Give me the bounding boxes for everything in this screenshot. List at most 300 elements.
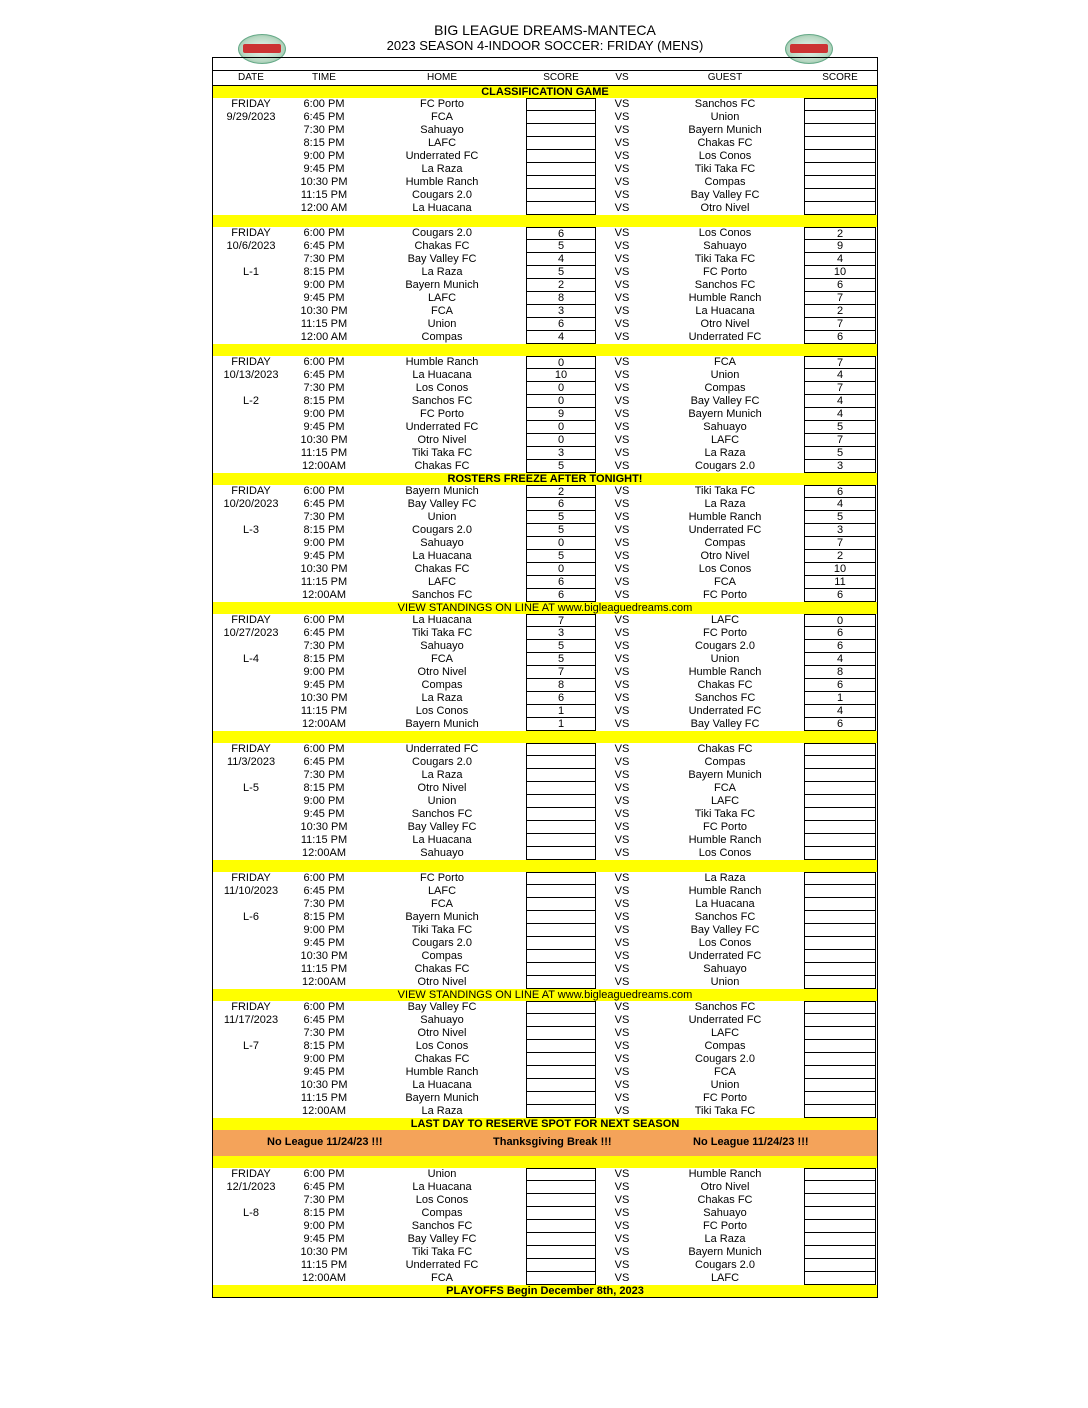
vs-label: VS <box>614 692 630 704</box>
yellow-separator <box>213 731 877 743</box>
home-score <box>526 950 596 963</box>
game-row <box>213 692 877 705</box>
home-score: 0 <box>526 421 596 434</box>
guest-score: 2 <box>804 227 876 240</box>
home-team: LAFC <box>427 137 457 149</box>
game-row <box>213 176 877 189</box>
guest-score <box>804 950 876 963</box>
home-score <box>526 1001 596 1014</box>
guest-team: Otro Nivel <box>700 318 750 330</box>
home-team: Chakas FC <box>414 1053 470 1065</box>
home-team: FCA <box>431 305 453 317</box>
guest-team: Sahuayo <box>703 1207 747 1219</box>
home-score <box>526 1079 596 1092</box>
home-team: Underrated FC <box>405 743 479 755</box>
guest-team: Compas <box>704 537 746 549</box>
guest-score <box>804 1014 876 1027</box>
guest-score <box>804 1246 876 1259</box>
game-time: 9:00 PM <box>303 1220 345 1232</box>
guest-score: 5 <box>804 421 876 434</box>
game-row <box>213 898 877 911</box>
vs-label: VS <box>614 924 630 936</box>
vs-label: VS <box>614 266 630 278</box>
vs-label: VS <box>614 331 630 343</box>
guest-score <box>804 1259 876 1272</box>
home-score <box>526 756 596 769</box>
home-score <box>526 1105 596 1118</box>
guest-team: Bayern Munich <box>688 124 762 136</box>
game-row <box>213 550 877 563</box>
guest-team: La Raza <box>704 872 746 884</box>
rosters-freeze-banner: ROSTERS FREEZE AFTER TONIGHT! <box>213 473 877 485</box>
game-row <box>213 485 877 498</box>
home-team: Bayern Munich <box>405 718 479 730</box>
week-label: L-7 <box>243 1040 259 1052</box>
game-time: 6:00 PM <box>303 485 345 497</box>
vs-label: VS <box>614 305 630 317</box>
guest-score: 5 <box>804 447 876 460</box>
week-date: 11/17/2023 <box>223 1014 279 1026</box>
page-subtitle: 2023 SEASON 4-INDOOR SOCCER: FRIDAY (MENS) <box>386 38 704 53</box>
vs-label: VS <box>614 1053 630 1065</box>
guest-score <box>804 756 876 769</box>
classification-banner: CLASSIFICATION GAME <box>213 86 877 98</box>
home-team: Sanchos FC <box>411 395 473 407</box>
game-time: 7:30 PM <box>303 640 345 652</box>
home-team: Sanchos FC <box>411 589 473 601</box>
guest-team: Sahuayo <box>703 963 747 975</box>
guest-score <box>804 808 876 821</box>
home-score: 4 <box>526 331 596 344</box>
vs-label: VS <box>614 1105 630 1117</box>
game-row <box>213 524 877 537</box>
game-time: 9:00 PM <box>303 1053 345 1065</box>
guest-team: Bay Valley FC <box>690 718 760 730</box>
game-time: 9:45 PM <box>303 1066 345 1078</box>
game-row <box>213 124 877 137</box>
game-row <box>213 395 877 408</box>
vs-label: VS <box>614 382 630 394</box>
guest-score: 6 <box>804 485 876 498</box>
guest-score <box>804 1220 876 1233</box>
game-row <box>213 872 877 885</box>
vs-label: VS <box>614 511 630 523</box>
guest-team: La Raza <box>704 447 746 459</box>
home-score: 5 <box>526 266 596 279</box>
home-score: 5 <box>526 524 596 537</box>
home-team: LAFC <box>427 576 457 588</box>
home-team: Bayern Munich <box>405 911 479 923</box>
home-score <box>526 976 596 989</box>
game-time: 8:15 PM <box>303 137 345 149</box>
game-row <box>213 950 877 963</box>
home-score: 6 <box>526 589 596 602</box>
game-row <box>213 227 877 240</box>
home-score: 5 <box>526 460 596 473</box>
guest-score <box>804 924 876 937</box>
home-score: 1 <box>526 705 596 718</box>
home-team: Los Conos <box>415 705 469 717</box>
game-row <box>213 498 877 511</box>
game-time: 8:15 PM <box>303 911 345 923</box>
header-vs: VS <box>615 72 629 83</box>
vs-label: VS <box>614 885 630 897</box>
week-date: 10/6/2023 <box>226 240 276 252</box>
game-row <box>213 150 877 163</box>
home-team: Sahuayo <box>420 1014 464 1026</box>
game-time: 9:00 PM <box>303 408 345 420</box>
guest-team: Bay Valley FC <box>690 924 760 936</box>
no-league-left: No League 11/24/23 !!! <box>267 1136 383 1148</box>
vs-label: VS <box>614 950 630 962</box>
home-team: Los Conos <box>415 1040 469 1052</box>
home-score <box>526 1014 596 1027</box>
guest-team: Chakas FC <box>697 1194 753 1206</box>
game-row <box>213 537 877 550</box>
reserve-spot-banner: LAST DAY TO RESERVE SPOT FOR NEXT SEASON <box>213 1118 877 1130</box>
home-team: Compas <box>421 950 463 962</box>
vs-label: VS <box>614 189 630 201</box>
game-row <box>213 98 877 111</box>
home-score: 3 <box>526 447 596 460</box>
guest-team: Humble Ranch <box>688 511 762 523</box>
game-row <box>213 743 877 756</box>
guest-score: 7 <box>804 537 876 550</box>
guest-score <box>804 821 876 834</box>
vs-label: VS <box>614 1014 630 1026</box>
guest-score <box>804 1105 876 1118</box>
guest-score: 2 <box>804 305 876 318</box>
guest-team: FCA <box>714 576 736 588</box>
game-time: 8:15 PM <box>303 782 345 794</box>
guest-score <box>804 885 876 898</box>
vs-label: VS <box>614 1181 630 1193</box>
home-score <box>526 163 596 176</box>
vs-label: VS <box>614 124 630 136</box>
home-team: La Raza <box>421 163 463 175</box>
guest-team: Compas <box>704 756 746 768</box>
home-score: 6 <box>526 227 596 240</box>
top-spacer <box>213 58 877 71</box>
home-score: 7 <box>526 666 596 679</box>
game-row <box>213 937 877 950</box>
home-team: Chakas FC <box>414 563 470 575</box>
game-time: 11:15 PM <box>300 576 348 588</box>
vs-label: VS <box>614 202 630 214</box>
home-score <box>526 872 596 885</box>
home-score <box>526 1053 596 1066</box>
vs-label: VS <box>614 976 630 988</box>
home-score: 0 <box>526 434 596 447</box>
vs-label: VS <box>614 1220 630 1232</box>
game-time: 12:00AM <box>301 460 347 472</box>
game-time: 9:00 PM <box>303 279 345 291</box>
guest-score: 6 <box>804 718 876 731</box>
game-row <box>213 1220 877 1233</box>
guest-team: Union <box>710 1079 740 1091</box>
guest-score <box>804 976 876 989</box>
game-time: 9:00 PM <box>303 924 345 936</box>
game-row <box>213 666 877 679</box>
guest-team: Union <box>710 653 740 665</box>
vs-label: VS <box>614 485 630 497</box>
guest-score <box>804 124 876 137</box>
home-team: La Huacana <box>412 1079 472 1091</box>
game-time: 6:00 PM <box>303 227 345 239</box>
home-team: FC Porto <box>419 872 464 884</box>
home-team: Compas <box>421 679 463 691</box>
game-row <box>213 640 877 653</box>
guest-team: Humble Ranch <box>688 834 762 846</box>
week-day: FRIDAY <box>231 485 271 497</box>
guest-score <box>804 911 876 924</box>
week-label: L-2 <box>243 395 259 407</box>
home-team: Compas <box>421 331 463 343</box>
vs-label: VS <box>614 1001 630 1013</box>
game-time: 8:15 PM <box>303 1207 345 1219</box>
week-label: L-8 <box>243 1207 259 1219</box>
guest-team: Bayern Munich <box>688 1246 762 1258</box>
home-score: 2 <box>526 485 596 498</box>
home-score: 4 <box>526 253 596 266</box>
guest-score <box>804 847 876 860</box>
week-date: 11/10/2023 <box>223 885 279 897</box>
game-time: 6:45 PM <box>303 1181 345 1193</box>
vs-label: VS <box>614 821 630 833</box>
vs-label: VS <box>614 963 630 975</box>
home-team: La Huacana <box>412 202 472 214</box>
home-team: FC Porto <box>419 98 464 110</box>
guest-score: 7 <box>804 434 876 447</box>
vs-label: VS <box>614 1092 630 1104</box>
week-date: 10/13/2023 <box>223 369 279 381</box>
game-row <box>213 292 877 305</box>
home-team: Humble Ranch <box>405 1066 479 1078</box>
vs-label: VS <box>614 795 630 807</box>
guest-score: 4 <box>804 705 876 718</box>
vs-label: VS <box>614 1272 630 1284</box>
vs-label: VS <box>614 872 630 884</box>
game-row <box>213 1246 877 1259</box>
week-day: FRIDAY <box>231 743 271 755</box>
header-home: HOME <box>427 72 457 83</box>
guest-team: FCA <box>714 782 736 794</box>
week-day: FRIDAY <box>231 1001 271 1013</box>
week-day: FRIDAY <box>231 614 271 626</box>
game-time: 11:15 PM <box>300 834 348 846</box>
game-time: 9:45 PM <box>303 163 345 175</box>
vs-label: VS <box>614 1207 630 1219</box>
home-team: La Raza <box>421 769 463 781</box>
vs-label: VS <box>614 1233 630 1245</box>
home-score: 0 <box>526 382 596 395</box>
home-score <box>526 1207 596 1220</box>
guest-team: Cougars 2.0 <box>695 460 755 472</box>
vs-label: VS <box>614 756 630 768</box>
game-row <box>213 266 877 279</box>
guest-score <box>804 1194 876 1207</box>
home-team: Sanchos FC <box>411 1220 473 1232</box>
home-team: Underrated FC <box>405 150 479 162</box>
game-time: 6:45 PM <box>303 111 345 123</box>
vs-label: VS <box>614 279 630 291</box>
home-team: Humble Ranch <box>405 176 479 188</box>
game-time: 9:45 PM <box>303 1233 345 1245</box>
guest-score: 6 <box>804 331 876 344</box>
home-team: Bay Valley FC <box>407 821 477 833</box>
home-team: Bay Valley FC <box>407 498 477 510</box>
home-team: Tiki Taka FC <box>411 447 473 459</box>
guest-score <box>804 1092 876 1105</box>
week-date: 11/3/2023 <box>226 756 276 768</box>
game-time: 6:45 PM <box>303 627 345 639</box>
game-row <box>213 1001 877 1014</box>
guest-score: 3 <box>804 524 876 537</box>
guest-score: 4 <box>804 498 876 511</box>
home-team: Bay Valley FC <box>407 1233 477 1245</box>
home-score <box>526 1259 596 1272</box>
guest-score: 11 <box>804 576 876 589</box>
guest-team: LAFC <box>710 614 740 626</box>
home-team: Sahuayo <box>420 640 464 652</box>
guest-score <box>804 163 876 176</box>
home-score: 3 <box>526 305 596 318</box>
game-time: 10:30 PM <box>300 1079 348 1091</box>
guest-team: Otro Nivel <box>700 202 750 214</box>
game-row <box>213 653 877 666</box>
vs-label: VS <box>614 460 630 472</box>
guest-score <box>804 963 876 976</box>
game-time: 11:15 PM <box>300 1259 348 1271</box>
vs-label: VS <box>614 240 630 252</box>
game-time: 10:30 PM <box>300 821 348 833</box>
game-row <box>213 563 877 576</box>
week-date: 12/1/2023 <box>226 1181 276 1193</box>
game-row <box>213 1259 877 1272</box>
guest-team: LAFC <box>710 795 740 807</box>
home-score <box>526 1092 596 1105</box>
home-score <box>526 111 596 124</box>
guest-team: FCA <box>714 356 736 368</box>
thanksgiving-break-row <box>213 1130 877 1156</box>
guest-team: Los Conos <box>698 150 752 162</box>
guest-score: 0 <box>804 614 876 627</box>
guest-team: Tiki Taka FC <box>694 485 756 497</box>
home-score: 5 <box>526 640 596 653</box>
guest-team: Tiki Taka FC <box>694 163 756 175</box>
game-time: 11:15 PM <box>300 1092 348 1104</box>
guest-team: Union <box>710 111 740 123</box>
game-row <box>213 1027 877 1040</box>
game-row <box>213 834 877 847</box>
home-team: Tiki Taka FC <box>411 1246 473 1258</box>
guest-team: FC Porto <box>702 627 747 639</box>
game-row <box>213 808 877 821</box>
home-team: La Huacana <box>412 1181 472 1193</box>
header-guest: GUEST <box>707 72 743 83</box>
vs-label: VS <box>614 834 630 846</box>
game-row <box>213 356 877 369</box>
home-score <box>526 963 596 976</box>
guest-score <box>804 176 876 189</box>
home-team: LAFC <box>427 292 457 304</box>
home-team: LAFC <box>427 885 457 897</box>
home-team: Otro Nivel <box>417 976 467 988</box>
standings-banner: VIEW STANDINGS ON LINE AT www.bigleaguedreams.com <box>213 989 877 1001</box>
home-score: 0 <box>526 563 596 576</box>
home-team: FCA <box>431 111 453 123</box>
vs-label: VS <box>614 666 630 678</box>
week-day: FRIDAY <box>231 98 271 110</box>
page-title: BIG LEAGUE DREAMS-MANTECA <box>434 22 656 38</box>
game-row <box>213 1207 877 1220</box>
guest-team: Otro Nivel <box>700 1181 750 1193</box>
guest-score: 6 <box>804 589 876 602</box>
game-time: 9:45 PM <box>303 808 345 820</box>
guest-team: Union <box>710 976 740 988</box>
home-team: Compas <box>421 1207 463 1219</box>
guest-team: Underrated FC <box>688 524 762 536</box>
vs-label: VS <box>614 292 630 304</box>
home-score: 0 <box>526 395 596 408</box>
game-row <box>213 924 877 937</box>
guest-score <box>804 834 876 847</box>
game-time: 12:00AM <box>301 1105 347 1117</box>
guest-score <box>804 1272 876 1285</box>
game-row <box>213 1092 877 1105</box>
guest-team: Bayern Munich <box>688 408 762 420</box>
game-time: 11:15 PM <box>300 318 348 330</box>
vs-label: VS <box>614 911 630 923</box>
vs-label: VS <box>614 1246 630 1258</box>
guest-score: 6 <box>804 627 876 640</box>
game-time: 12:00AM <box>301 589 347 601</box>
game-time: 7:30 PM <box>303 1027 345 1039</box>
home-team: Bayern Munich <box>405 279 479 291</box>
guest-score: 1 <box>804 692 876 705</box>
yellow-separator <box>213 344 877 356</box>
guest-score: 5 <box>804 511 876 524</box>
game-row <box>213 821 877 834</box>
guest-team: La Huacana <box>695 305 755 317</box>
home-score <box>526 189 596 202</box>
guest-team: Sahuayo <box>703 421 747 433</box>
guest-team: Sanchos FC <box>694 279 756 291</box>
guest-score: 7 <box>804 356 876 369</box>
home-score <box>526 98 596 111</box>
game-time: 12:00AM <box>301 1272 347 1284</box>
game-row <box>213 1181 877 1194</box>
game-row <box>213 769 877 782</box>
vs-label: VS <box>614 524 630 536</box>
home-score <box>526 898 596 911</box>
game-time: 10:30 PM <box>300 563 348 575</box>
vs-label: VS <box>614 614 630 626</box>
vs-label: VS <box>614 111 630 123</box>
guest-score <box>804 937 876 950</box>
guest-score <box>804 743 876 756</box>
guest-team: Los Conos <box>698 227 752 239</box>
guest-team: Cougars 2.0 <box>695 640 755 652</box>
home-team: Chakas FC <box>414 963 470 975</box>
guest-team: Humble Ranch <box>688 1168 762 1180</box>
game-time: 7:30 PM <box>303 1194 345 1206</box>
home-score <box>526 1168 596 1181</box>
guest-team: Chakas FC <box>697 743 753 755</box>
guest-score <box>804 1181 876 1194</box>
game-time: 9:00 PM <box>303 537 345 549</box>
guest-team: Los Conos <box>698 847 752 859</box>
